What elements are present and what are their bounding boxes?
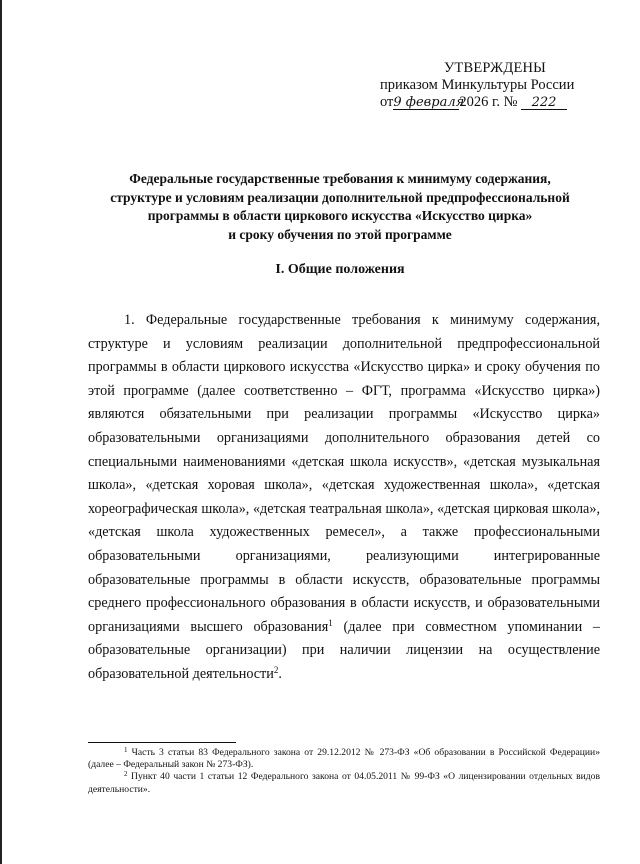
document-title (100, 170, 580, 244)
paragraph-text: . (278, 665, 282, 682)
footnote-ref[interactable]: 1 (328, 617, 333, 628)
title-line: структуре и условиям реализации дополнительной предпрофессиональной (110, 189, 570, 205)
footnote-mark: 2 (124, 770, 128, 779)
footnote-1 (88, 747, 600, 771)
footnote-divider (88, 742, 236, 743)
approval-order-line: приказом Минкультуры России (380, 77, 575, 93)
approval-title: УТВЕРЖДЕНЫ (443, 60, 547, 76)
title-line: программы в области циркового искусства «Искусство цирка» (147, 208, 533, 223)
date-year: 2026 г. № (459, 94, 518, 110)
footnotes (88, 747, 600, 796)
title-line: Федеральные государственные требования к минимуму содержания, (129, 171, 551, 186)
scan-edge (0, 0, 2, 864)
approval-stamp (380, 60, 600, 111)
footnote-text: Пункт 40 части 1 статьи 12 Федерального закона от 04.05.2011 № 99-ФЗ «О лицензировании отдельных видов деятельности». (88, 771, 600, 795)
title-line: и сроку обучения по этой программе (228, 226, 452, 242)
paragraph-text: (далее при совместном упоминании – образовательные организации) при наличии лицензии на осуществление образовательной деятельности (88, 618, 600, 682)
paragraph-1 (88, 309, 600, 687)
handwritten-number: 222 (521, 96, 567, 110)
footnote-mark: 1 (124, 746, 128, 754)
date-prefix: от (380, 94, 394, 110)
footnote-2 (88, 771, 600, 795)
handwritten-date: 9 февраля (393, 95, 465, 110)
section-heading: I. Общие положения (275, 262, 405, 277)
paragraph-text: 1. Федеральные государственные требования к минимуму содержания, структуре и условиям реализации дополнительной предпрофессиональной программы в области циркового искусства «Искусство цирка» и сроку обучения по этой программе (далее соответственно – ФГТ, программа «Искусство цирка») являются обязательными при реализации программы «Искусство цирка» образовательными организациями дополнительного образования детей со специальными наименованиями «детская школа искусств», «детская музыкальная школа», «детская хоровая школа», «детская художественная школа», «детская хореографическая школа», «детская театральная школа», «детская цирковая школа», «детская школа художественных ремесел», а также профессиональными образовательными организациями, реализующими интегрированные образовательные программы в области искусств, образовательные программы среднего профессионального образования в области искусств, и образовательными организациями высшего образования (88, 312, 600, 635)
footnote-ref[interactable]: 2 (273, 664, 279, 675)
approval-date-line (380, 94, 600, 111)
footnote-text: Часть 3 статьи 83 Федерального закона от 29.12.2012 № 273-ФЗ «Об образовании в Российской Федерации» (далее – Федеральный закон № 273-ФЗ). (88, 747, 600, 771)
